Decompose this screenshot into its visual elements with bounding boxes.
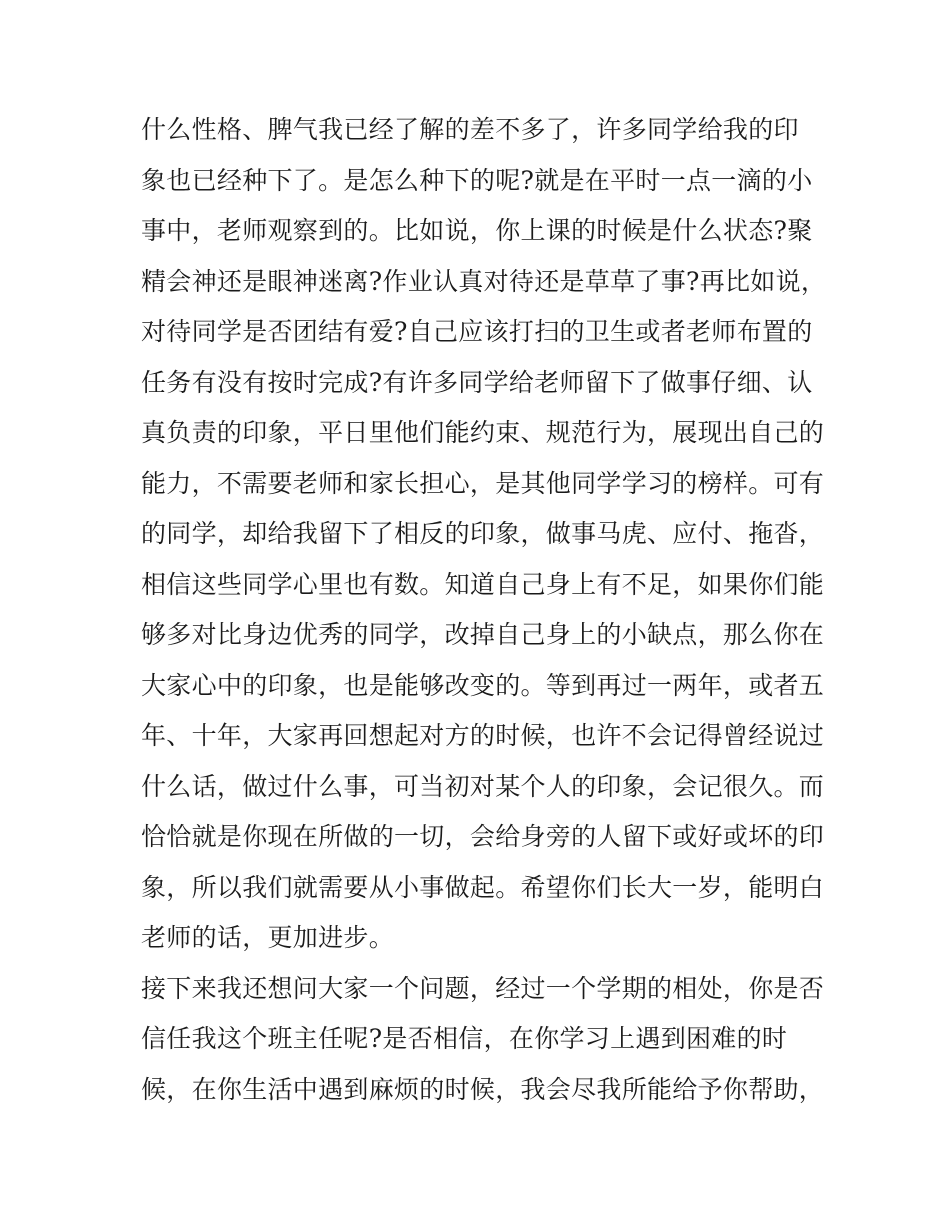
text-line: 精会神还是眼神迷离?作业认真对待还是草草了事?再比如说，	[141, 267, 827, 296]
text-line: 任务有没有按时完成?有许多同学给老师留下了做事仔细、认	[141, 368, 813, 397]
text-line: 的同学，却给我留下了相反的印象，做事马虎、应付、拖沓，	[141, 519, 825, 548]
text-line: 恰恰就是你现在所做的一切，会给身旁的人留下或好或坏的印	[141, 822, 825, 851]
text-line: 事中，老师观察到的。比如说，你上课的时候是什么状态?聚	[141, 216, 813, 245]
text-line: 年、十年，大家再回想起对方的时候，也许不会记得曾经说过	[141, 721, 825, 750]
text-line: 真负责的印象，平日里他们能约束、规范行为，展现出自己的	[141, 418, 825, 447]
text-line: 接下来我还想问大家一个问题，经过一个学期的相处，你是否	[141, 974, 825, 1003]
text-line: 什么性格、脾气我已经了解的差不多了，许多同学给我的印	[141, 115, 799, 144]
text-line: 什么话，做过什么事，可当初对某个人的印象，会记很久。而	[141, 772, 825, 801]
text-line: 大家心中的印象，也是能够改变的。等到再过一两年，或者五	[141, 671, 825, 700]
text-line: 能力，不需要老师和家长担心，是其他同学学习的榜样。可有	[141, 469, 825, 498]
text-line: 老师的话，更加进步。	[141, 923, 395, 952]
text-line: 象，所以我们就需要从小事做起。希望你们长大一岁，能明白	[141, 873, 825, 902]
text-line: 对待同学是否团结有爱?自己应该打扫的卫生或者老师布置的	[141, 317, 813, 346]
text-line: 候，在你生活中遇到麻烦的时候，我会尽我所能给予你帮助，	[141, 1075, 825, 1104]
text-line: 象也已经种下了。是怎么种下的呢?就是在平时一点一滴的小	[141, 166, 813, 195]
text-line: 信任我这个班主任呢?是否相信，在你学习上遇到困难的时	[141, 1024, 788, 1053]
text-line: 相信这些同学心里也有数。知道自己身上有不足，如果你们能	[141, 570, 825, 599]
text-line: 够多对比身边优秀的同学，改掉自己身上的小缺点，那么你在	[141, 620, 825, 649]
